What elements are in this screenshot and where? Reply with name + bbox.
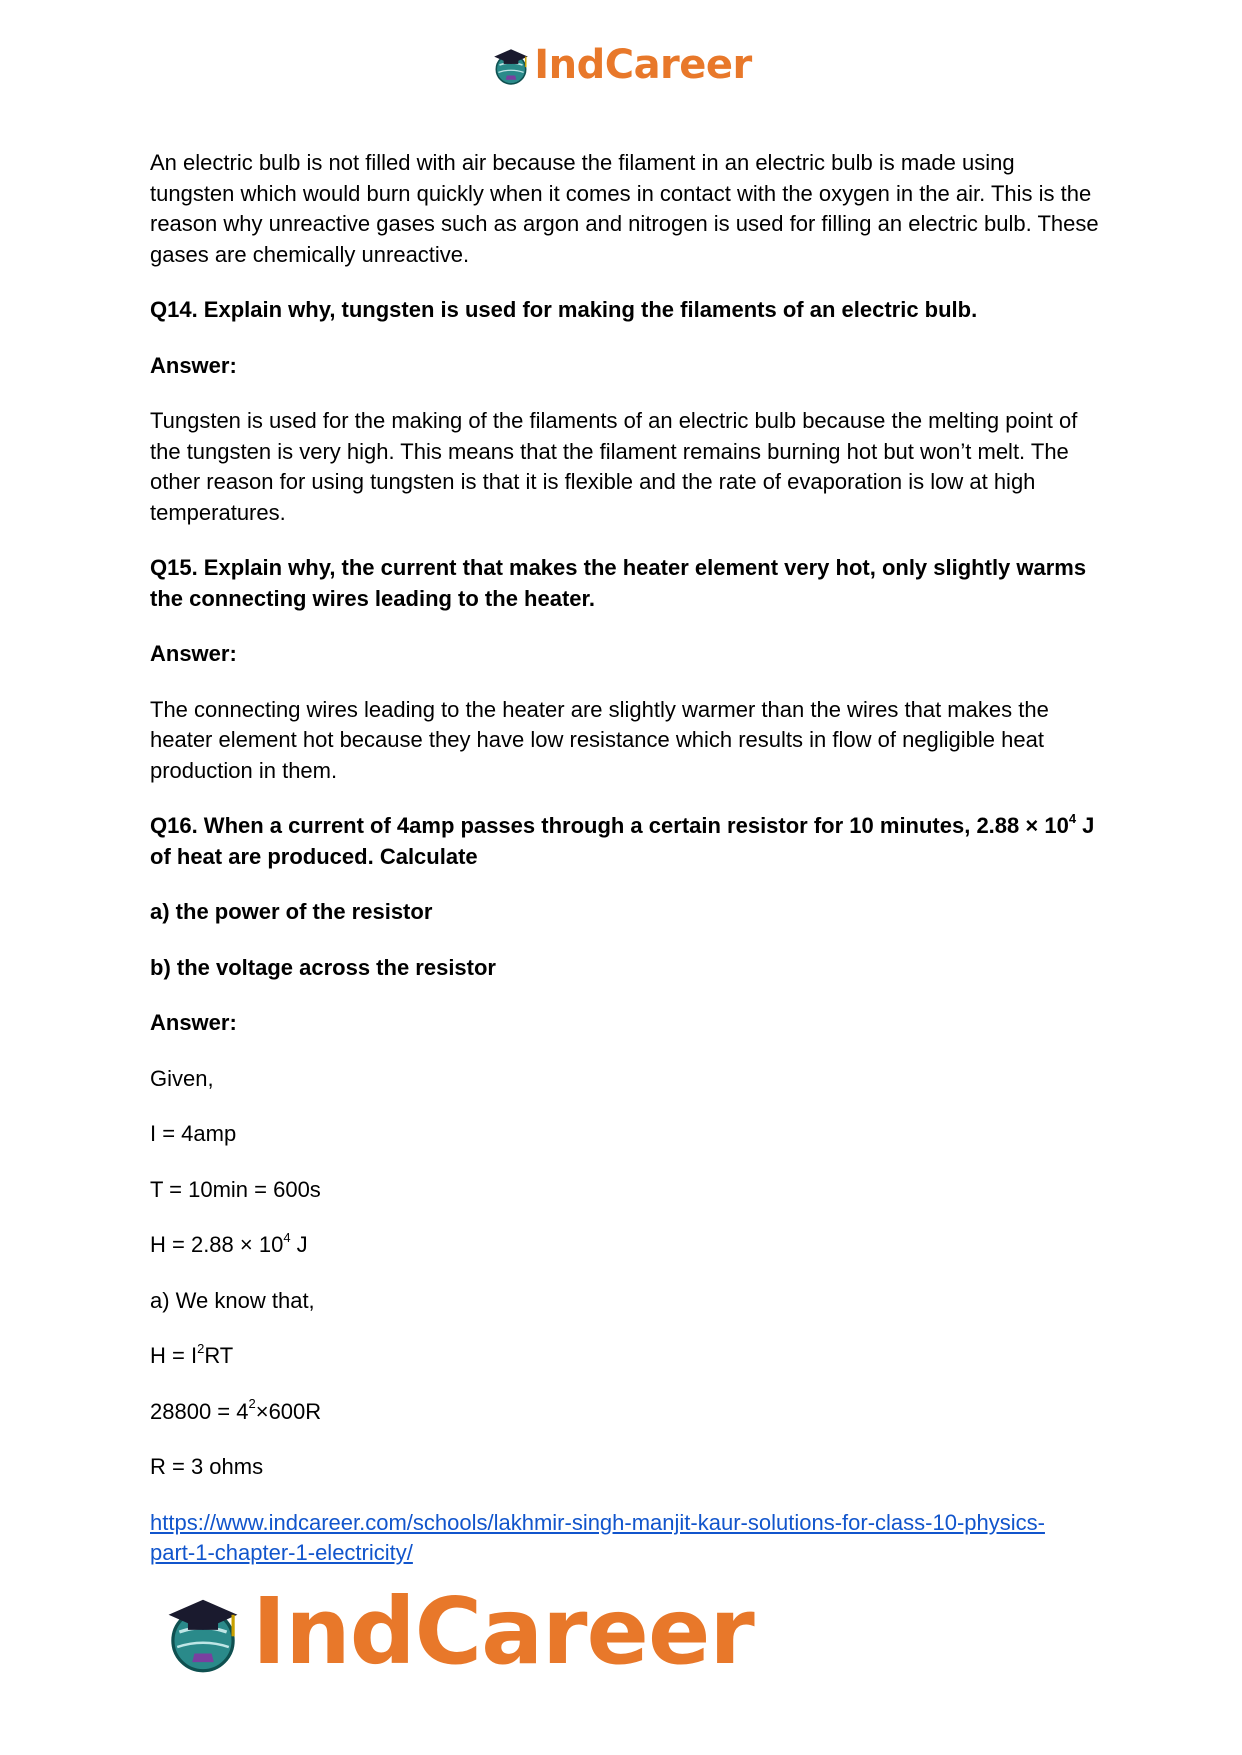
question-16-exponent: 4 [1068,810,1077,826]
answer-label-14: Answer: [150,352,237,378]
answer-15: The connecting wires leading to the heater are slightly warmer than the wires that makes the heater element hot because they have low resistance which results in flow of negligible heat production in them. [150,696,1049,783]
heat-formula-exponent: 2 [197,1340,205,1356]
given-heat-unit: J [290,1232,308,1257]
we-know-that: a) We know that, [150,1287,315,1313]
graduation-cap-globe-icon [160,1589,246,1675]
given-current: I = 4amp [150,1121,237,1146]
footer-logo [160,1578,754,1685]
question-14: Q14. Explain why, tungsten is used for making the filaments of an electric bulb. [150,297,978,322]
question-16-part-b: b) the voltage across the resistor [150,954,496,980]
question-16-text: Q16. When a current of 4amp passes through a certain resistor for 10 minutes, 2.88 × 10 [150,813,1069,838]
source-link[interactable] [150,1508,1100,1569]
heat-formula-text: H = I [150,1343,198,1368]
question-16-text-end: J of heat are produced. Calculate [150,813,1095,869]
source-link-line-1[interactable]: https://www.indcareer.com/schools/lakhmir-singh-manjit-kaur-solutions-for-class-10-physics- [150,1509,1045,1535]
logo-wordmark: IndCareer [534,42,752,88]
indcareer-logo-large [160,1578,754,1685]
given-heat-exponent: 4 [283,1229,291,1245]
given-heat [150,1230,1100,1261]
heat-calculation-text: 28800 = 4 [150,1398,249,1424]
given-heat-text: H = 2.88 × 10 [150,1232,284,1257]
document-body [150,148,1100,1569]
question-16-part-a: a) the power of the resistor [150,899,433,924]
question-15: Q15. Explain why, the current that makes the heater element very hot, only slightly warms the connecting wires leading to the heater. [150,555,1087,611]
heat-calculation [150,1397,1100,1428]
given-label: Given, [150,1065,214,1091]
given-time: T = 10min = 600s [150,1176,321,1202]
logo-wordmark-large: IndCareer [252,1578,754,1685]
answer-label-16: Answer: [150,1010,237,1035]
resistance-result: R = 3 ohms [150,1454,264,1479]
indcareer-logo [490,42,752,88]
heat-calculation-text-end: ×600R [255,1398,322,1424]
question-16 [150,811,1100,872]
heat-formula-text-end: RT [204,1343,234,1368]
intro-paragraph: An electric bulb is not filled with air because the filament in an electric bulb is made using tungsten which would burn quickly when it comes in contact with the oxygen in the air. This is the reason why unreactive gases such as argon and nitrogen is used for filling an electric bulb. These gases are chemically unreactive. [150,150,1099,267]
heat-calculation-exponent: 2 [248,1396,256,1412]
heat-formula [150,1341,1100,1372]
graduation-cap-globe-icon [490,44,532,86]
answer-14: Tungsten is used for the making of the filaments of an electric bulb because the melting point of the tungsten is very high. This means that the filament remains burning hot but won’t melt. The other reason for using tungsten is that it is flexible and the rate of evaporation is low at high temperatures. [150,408,1078,525]
header-logo [0,42,1242,88]
answer-label-15: Answer: [150,641,237,666]
source-link-line-2[interactable]: part-1-chapter-1-electricity/ [150,1540,413,1565]
